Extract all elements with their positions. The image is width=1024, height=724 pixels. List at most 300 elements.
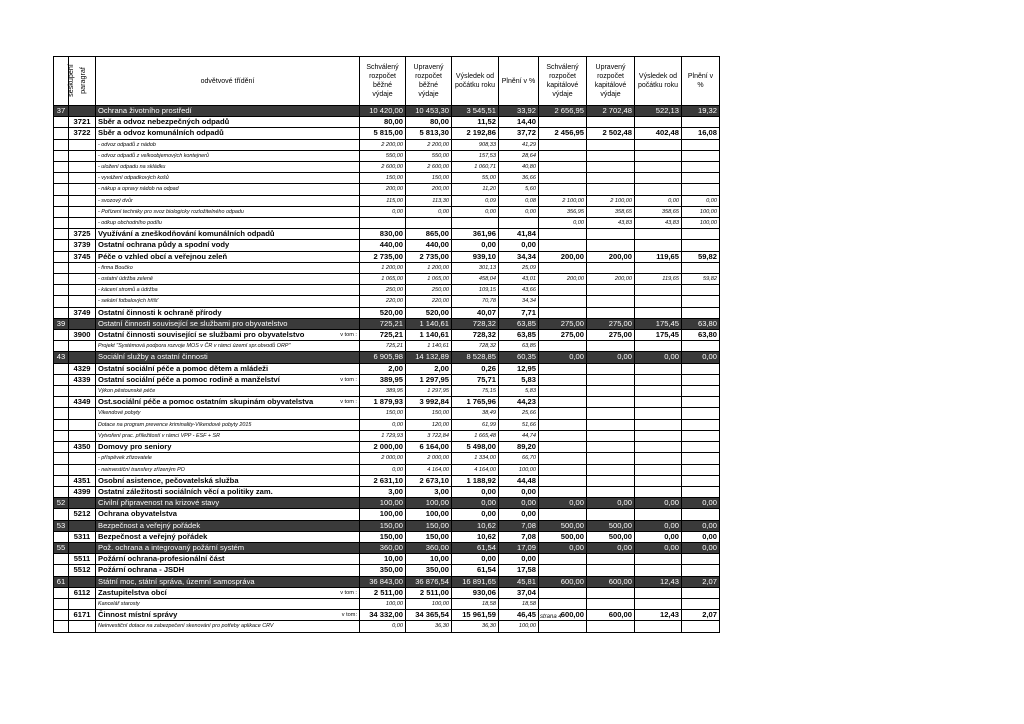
value-cell-8: 59,82 bbox=[682, 274, 720, 285]
value-cell-4: 5,60 bbox=[499, 184, 539, 195]
detail-row bbox=[54, 162, 720, 173]
value-cell-6 bbox=[587, 442, 635, 453]
name-text: Dotace na program prevence kriminality-Víkendové pobyty 2015 bbox=[98, 421, 252, 428]
value-cell-3: 0,00 bbox=[452, 498, 499, 509]
value-cell-7 bbox=[635, 598, 682, 609]
value-cell-1: 100,00 bbox=[360, 509, 406, 520]
value-cell-1: 2 200,00 bbox=[360, 139, 406, 150]
paragraf-cell bbox=[69, 162, 96, 173]
value-cell-5: 275,00 bbox=[539, 330, 587, 341]
seskupeni-cell bbox=[54, 307, 69, 318]
value-cell-7 bbox=[635, 565, 682, 576]
value-cell-5 bbox=[539, 229, 587, 240]
name-cell bbox=[96, 206, 360, 217]
value-cell-4: 7,71 bbox=[499, 307, 539, 318]
value-cell-7: 175,45 bbox=[635, 318, 682, 329]
value-cell-2: 6 164,00 bbox=[406, 442, 452, 453]
detail-row bbox=[54, 453, 720, 464]
value-cell-1: 0,00 bbox=[360, 464, 406, 475]
value-cell-4: 0,00 bbox=[499, 486, 539, 497]
paragraf-cell: 6171 bbox=[69, 610, 96, 621]
value-cell-2: 3,00 bbox=[406, 486, 452, 497]
section-row bbox=[54, 542, 720, 553]
value-cell-2: 113,30 bbox=[406, 195, 452, 206]
value-cell-7: 402,48 bbox=[635, 128, 682, 139]
value-cell-1: 2,00 bbox=[360, 363, 406, 374]
value-cell-5 bbox=[539, 307, 587, 318]
value-cell-5: 356,95 bbox=[539, 206, 587, 217]
value-cell-2: 440,00 bbox=[406, 240, 452, 251]
v-tom-label: v tom : bbox=[340, 399, 357, 406]
value-cell-6 bbox=[587, 397, 635, 408]
value-cell-3: 458,04 bbox=[452, 274, 499, 285]
paragraph-row bbox=[54, 554, 720, 565]
value-cell-7 bbox=[635, 587, 682, 598]
value-cell-1: 36 843,00 bbox=[360, 576, 406, 587]
seskupeni-cell bbox=[54, 240, 69, 251]
value-cell-3: 728,32 bbox=[452, 341, 499, 352]
value-cell-7: 119,65 bbox=[635, 274, 682, 285]
value-cell-3: 10,62 bbox=[452, 531, 499, 542]
value-cell-5: 2 656,95 bbox=[539, 106, 587, 117]
paragraf-cell: 3900 bbox=[69, 330, 96, 341]
table-body bbox=[54, 106, 720, 633]
value-cell-2: 150,00 bbox=[406, 531, 452, 542]
paragraph-row bbox=[54, 587, 720, 598]
paragraf-cell bbox=[69, 352, 96, 363]
value-cell-3: 301,13 bbox=[452, 262, 499, 273]
name-text: - firma Boučko bbox=[98, 264, 133, 271]
value-cell-8 bbox=[682, 150, 720, 161]
section-row bbox=[54, 318, 720, 329]
value-cell-7: 175,45 bbox=[635, 330, 682, 341]
value-cell-5 bbox=[539, 397, 587, 408]
name-cell bbox=[96, 565, 360, 576]
value-cell-7 bbox=[635, 486, 682, 497]
value-cell-5: 600,00 bbox=[539, 610, 587, 621]
value-cell-7 bbox=[635, 430, 682, 441]
value-cell-5 bbox=[539, 386, 587, 397]
seskupeni-cell bbox=[54, 117, 69, 128]
value-cell-2: 1 297,95 bbox=[406, 386, 452, 397]
v-tom-label: v tom : bbox=[340, 332, 357, 339]
seskupeni-cell bbox=[54, 195, 69, 206]
value-cell-4: 60,35 bbox=[499, 352, 539, 363]
paragraf-cell bbox=[69, 318, 96, 329]
value-cell-4: 66,70 bbox=[499, 453, 539, 464]
header-odvetvove: odvětvové třídění bbox=[96, 57, 360, 106]
value-cell-3: 1 188,92 bbox=[452, 475, 499, 486]
value-cell-2: 4 164,00 bbox=[406, 464, 452, 475]
name-cell bbox=[96, 274, 360, 285]
name-text: Využívání a zneškodňování komunálních odpadů bbox=[98, 229, 275, 239]
name-cell bbox=[96, 307, 360, 318]
value-cell-7 bbox=[635, 363, 682, 374]
paragraf-cell: 4351 bbox=[69, 475, 96, 486]
paragraf-cell: 5212 bbox=[69, 509, 96, 520]
name-cell bbox=[96, 218, 360, 229]
value-cell-2: 350,00 bbox=[406, 565, 452, 576]
value-cell-7: 0,00 bbox=[635, 352, 682, 363]
value-cell-2: 2 600,00 bbox=[406, 162, 452, 173]
name-text: Ost.sociální péče a pomoc ostatním skupinám obyvatelstva bbox=[98, 397, 314, 407]
name-text: - nákup a opravy nádob na odpad bbox=[98, 186, 179, 193]
value-cell-1: 350,00 bbox=[360, 565, 406, 576]
value-cell-3: 38,49 bbox=[452, 408, 499, 419]
value-cell-7: 119,65 bbox=[635, 251, 682, 262]
paragraph-row bbox=[54, 374, 720, 385]
header-c3: Výsledek od počátku roku bbox=[452, 57, 499, 106]
seskupeni-cell bbox=[54, 386, 69, 397]
paragraph-row bbox=[54, 610, 720, 621]
header-c1: Schválený rozpočet běžné výdaje bbox=[360, 57, 406, 106]
name-cell bbox=[96, 542, 360, 553]
paragraf-cell bbox=[69, 419, 96, 430]
value-cell-1: 2 735,00 bbox=[360, 251, 406, 262]
section-row bbox=[54, 498, 720, 509]
value-cell-3: 0,26 bbox=[452, 363, 499, 374]
name-cell bbox=[96, 162, 360, 173]
name-text: Ostatní sociální péče a pomoc dětem a mládeži bbox=[98, 363, 269, 373]
value-cell-6 bbox=[587, 341, 635, 352]
paragraf-cell bbox=[69, 386, 96, 397]
value-cell-5: 0,00 bbox=[539, 542, 587, 553]
value-cell-8 bbox=[682, 341, 720, 352]
value-cell-8 bbox=[682, 184, 720, 195]
name-text: - odvoz odpadů z velkoobjemových kontejnerů bbox=[98, 152, 209, 159]
value-cell-7 bbox=[635, 341, 682, 352]
value-cell-8 bbox=[682, 464, 720, 475]
value-cell-1: 0,00 bbox=[360, 419, 406, 430]
paragraph-row bbox=[54, 240, 720, 251]
value-cell-6 bbox=[587, 419, 635, 430]
value-cell-2: 1 140,61 bbox=[406, 318, 452, 329]
detail-row bbox=[54, 262, 720, 273]
value-cell-8 bbox=[682, 307, 720, 318]
value-cell-5: 200,00 bbox=[539, 274, 587, 285]
value-cell-5: 200,00 bbox=[539, 251, 587, 262]
name-cell bbox=[96, 453, 360, 464]
value-cell-4: 40,80 bbox=[499, 162, 539, 173]
value-cell-1: 0,00 bbox=[360, 206, 406, 217]
value-cell-6 bbox=[587, 285, 635, 296]
seskupeni-cell bbox=[54, 274, 69, 285]
value-cell-5 bbox=[539, 184, 587, 195]
value-cell-1: 250,00 bbox=[360, 285, 406, 296]
value-cell-8 bbox=[682, 229, 720, 240]
paragraf-cell bbox=[69, 430, 96, 441]
seskupeni-cell bbox=[54, 587, 69, 598]
paragraph-row bbox=[54, 229, 720, 240]
value-cell-8: 0,00 bbox=[682, 352, 720, 363]
detail-row bbox=[54, 430, 720, 441]
name-text: Pož. ochrana a integrovaný požární systém bbox=[98, 542, 245, 552]
value-cell-2: 10 453,30 bbox=[406, 106, 452, 117]
value-cell-4: 25,09 bbox=[499, 262, 539, 273]
value-cell-5 bbox=[539, 430, 587, 441]
name-cell bbox=[96, 554, 360, 565]
value-cell-3 bbox=[452, 218, 499, 229]
value-cell-7: 0,00 bbox=[635, 542, 682, 553]
paragraf-cell bbox=[69, 296, 96, 307]
value-cell-7: 0,00 bbox=[635, 520, 682, 531]
value-cell-8 bbox=[682, 621, 720, 632]
value-cell-6: 2 502,48 bbox=[587, 128, 635, 139]
name-cell bbox=[96, 128, 360, 139]
name-text: - ostatní údržba zeleně bbox=[98, 276, 153, 283]
value-cell-1: 389,95 bbox=[360, 374, 406, 385]
value-cell-6 bbox=[587, 139, 635, 150]
name-text: - vyvážení odpadkových košů bbox=[98, 175, 169, 182]
detail-row bbox=[54, 150, 720, 161]
value-cell-2: 100,00 bbox=[406, 498, 452, 509]
name-text: Požární ochrana - JSDH bbox=[98, 565, 185, 575]
paragraph-row bbox=[54, 128, 720, 139]
value-cell-5 bbox=[539, 554, 587, 565]
value-cell-1: 2 631,10 bbox=[360, 475, 406, 486]
value-cell-2: 360,00 bbox=[406, 542, 452, 553]
name-cell bbox=[96, 576, 360, 587]
paragraf-cell bbox=[69, 173, 96, 184]
detail-row bbox=[54, 173, 720, 184]
value-cell-4: 51,66 bbox=[499, 419, 539, 430]
value-cell-7 bbox=[635, 139, 682, 150]
value-cell-1: 1 065,00 bbox=[360, 274, 406, 285]
value-cell-4: 5,83 bbox=[499, 374, 539, 385]
value-cell-3: 18,58 bbox=[452, 598, 499, 609]
value-cell-5 bbox=[539, 285, 587, 296]
value-cell-4: 100,00 bbox=[499, 621, 539, 632]
value-cell-7: 43,83 bbox=[635, 218, 682, 229]
value-cell-2: 2 673,10 bbox=[406, 475, 452, 486]
value-cell-2: 120,00 bbox=[406, 419, 452, 430]
value-cell-2: 220,00 bbox=[406, 296, 452, 307]
value-cell-1: 100,00 bbox=[360, 598, 406, 609]
value-cell-4: 17,09 bbox=[499, 542, 539, 553]
section-row bbox=[54, 520, 720, 531]
seskupeni-cell: 37 bbox=[54, 106, 69, 117]
value-cell-5 bbox=[539, 419, 587, 430]
value-cell-4: 0,00 bbox=[499, 240, 539, 251]
value-cell-3: 3 545,51 bbox=[452, 106, 499, 117]
value-cell-4: 34,34 bbox=[499, 296, 539, 307]
value-cell-1: 1 200,00 bbox=[360, 262, 406, 273]
value-cell-6 bbox=[587, 262, 635, 273]
detail-row bbox=[54, 206, 720, 217]
value-cell-1: 150,00 bbox=[360, 173, 406, 184]
value-cell-4: 14,40 bbox=[499, 117, 539, 128]
value-cell-3: 939,10 bbox=[452, 251, 499, 262]
value-cell-6 bbox=[587, 408, 635, 419]
value-cell-7 bbox=[635, 285, 682, 296]
paragraf-cell: 4329 bbox=[69, 363, 96, 374]
value-cell-6: 600,00 bbox=[587, 576, 635, 587]
value-cell-4: 7,08 bbox=[499, 520, 539, 531]
name-cell bbox=[96, 106, 360, 117]
value-cell-7 bbox=[635, 296, 682, 307]
value-cell-1: 200,00 bbox=[360, 184, 406, 195]
value-cell-8 bbox=[682, 475, 720, 486]
value-cell-2: 34 365,54 bbox=[406, 610, 452, 621]
name-cell bbox=[96, 374, 360, 385]
value-cell-5 bbox=[539, 565, 587, 576]
value-cell-5: 2 456,95 bbox=[539, 128, 587, 139]
name-cell bbox=[96, 184, 360, 195]
value-cell-3: 11,52 bbox=[452, 117, 499, 128]
name-cell bbox=[96, 285, 360, 296]
value-cell-6: 43,83 bbox=[587, 218, 635, 229]
header-c6: Upravený rozpočet kapitálové výdaje bbox=[587, 57, 635, 106]
value-cell-6 bbox=[587, 464, 635, 475]
detail-row bbox=[54, 598, 720, 609]
value-cell-4: 46,45 bbox=[499, 610, 539, 621]
name-text: Bezpečnost a veřejný pořádek bbox=[98, 531, 208, 541]
value-cell-3: 0,00 bbox=[452, 554, 499, 565]
seskupeni-cell bbox=[54, 408, 69, 419]
detail-row bbox=[54, 195, 720, 206]
seskupeni-cell bbox=[54, 162, 69, 173]
value-cell-8 bbox=[682, 117, 720, 128]
value-cell-3: 930,06 bbox=[452, 587, 499, 598]
name-text: Požární ochrana-profesionální část bbox=[98, 554, 225, 564]
value-cell-6 bbox=[587, 162, 635, 173]
value-cell-1: 2 600,00 bbox=[360, 162, 406, 173]
seskupeni-cell bbox=[54, 565, 69, 576]
value-cell-8 bbox=[682, 430, 720, 441]
value-cell-8: 63,80 bbox=[682, 330, 720, 341]
value-cell-8 bbox=[682, 587, 720, 598]
paragraf-cell: 5512 bbox=[69, 565, 96, 576]
value-cell-3: 109,15 bbox=[452, 285, 499, 296]
name-cell bbox=[96, 352, 360, 363]
paragraf-cell bbox=[69, 274, 96, 285]
value-cell-7: 0,00 bbox=[635, 531, 682, 542]
budget-table bbox=[53, 56, 720, 633]
value-cell-4: 44,48 bbox=[499, 475, 539, 486]
value-cell-2: 10,00 bbox=[406, 554, 452, 565]
value-cell-7 bbox=[635, 453, 682, 464]
value-cell-5 bbox=[539, 139, 587, 150]
value-cell-7 bbox=[635, 419, 682, 430]
value-cell-5 bbox=[539, 475, 587, 486]
name-cell bbox=[96, 240, 360, 251]
value-cell-1: 10,00 bbox=[360, 554, 406, 565]
seskupeni-cell bbox=[54, 341, 69, 352]
value-cell-6: 275,00 bbox=[587, 330, 635, 341]
detail-row bbox=[54, 621, 720, 632]
value-cell-7 bbox=[635, 554, 682, 565]
detail-row bbox=[54, 274, 720, 285]
value-cell-1: 5 815,00 bbox=[360, 128, 406, 139]
header-c8: Plnění v % bbox=[682, 57, 720, 106]
value-cell-5 bbox=[539, 374, 587, 385]
value-cell-5 bbox=[539, 464, 587, 475]
name-text: Státní moc, státní správa, územní samospráva bbox=[98, 576, 255, 586]
paragraf-cell bbox=[69, 520, 96, 531]
value-cell-6 bbox=[587, 475, 635, 486]
paragraf-cell bbox=[69, 195, 96, 206]
value-cell-2: 1 297,95 bbox=[406, 374, 452, 385]
value-cell-6 bbox=[587, 430, 635, 441]
name-text: Vytvoření prac. příležitostí v rámci VPP - ESF + SR bbox=[98, 432, 220, 439]
name-cell bbox=[96, 598, 360, 609]
value-cell-8: 0,00 bbox=[682, 531, 720, 542]
name-cell bbox=[96, 173, 360, 184]
value-cell-7 bbox=[635, 117, 682, 128]
detail-row bbox=[54, 408, 720, 419]
seskupeni-cell bbox=[54, 430, 69, 441]
paragraf-cell: 3725 bbox=[69, 229, 96, 240]
header-c4: Plnění v % bbox=[499, 57, 539, 106]
value-cell-3: 908,33 bbox=[452, 139, 499, 150]
value-cell-4: 43,66 bbox=[499, 285, 539, 296]
value-cell-7 bbox=[635, 621, 682, 632]
value-cell-3: 0,00 bbox=[452, 240, 499, 251]
value-cell-6: 275,00 bbox=[587, 318, 635, 329]
value-cell-2: 2 735,00 bbox=[406, 251, 452, 262]
seskupeni-cell bbox=[54, 363, 69, 374]
paragraf-cell bbox=[69, 285, 96, 296]
name-cell bbox=[96, 229, 360, 240]
paragraf-cell: 3739 bbox=[69, 240, 96, 251]
value-cell-4: 18,58 bbox=[499, 598, 539, 609]
paragraf-cell: 3722 bbox=[69, 128, 96, 139]
name-cell bbox=[96, 610, 360, 621]
value-cell-6: 600,00 bbox=[587, 610, 635, 621]
header-seskupeni: seskupení bbox=[54, 57, 69, 106]
header-c7: Výsledek od počátku roku bbox=[635, 57, 682, 106]
name-text: Zastupitelstva obcí bbox=[98, 587, 167, 597]
value-cell-3: 1 334,00 bbox=[452, 453, 499, 464]
detail-row bbox=[54, 218, 720, 229]
value-cell-4: 34,34 bbox=[499, 251, 539, 262]
value-cell-6: 0,00 bbox=[587, 542, 635, 553]
value-cell-1: 550,00 bbox=[360, 150, 406, 161]
value-cell-3: 728,32 bbox=[452, 330, 499, 341]
section-row bbox=[54, 352, 720, 363]
name-cell bbox=[96, 509, 360, 520]
seskupeni-cell: 61 bbox=[54, 576, 69, 587]
value-cell-4: 37,04 bbox=[499, 587, 539, 598]
value-cell-4: 44,74 bbox=[499, 430, 539, 441]
value-cell-6 bbox=[587, 565, 635, 576]
value-cell-5: 0,00 bbox=[539, 352, 587, 363]
paragraph-row bbox=[54, 565, 720, 576]
value-cell-2: 200,00 bbox=[406, 184, 452, 195]
seskupeni-cell: 39 bbox=[54, 318, 69, 329]
value-cell-2: 3 992,84 bbox=[406, 397, 452, 408]
detail-row bbox=[54, 341, 720, 352]
paragraf-cell bbox=[69, 598, 96, 609]
seskupeni-cell bbox=[54, 453, 69, 464]
name-text: Činnost místní správy bbox=[98, 610, 178, 620]
paragraph-row bbox=[54, 363, 720, 374]
value-cell-6 bbox=[587, 621, 635, 632]
value-cell-1: 2 000,00 bbox=[360, 442, 406, 453]
seskupeni-cell bbox=[54, 229, 69, 240]
value-cell-1: 1 879,93 bbox=[360, 397, 406, 408]
value-cell-8 bbox=[682, 509, 720, 520]
paragraph-row bbox=[54, 475, 720, 486]
paragraf-cell bbox=[69, 150, 96, 161]
value-cell-6 bbox=[587, 554, 635, 565]
seskupeni-cell: 43 bbox=[54, 352, 69, 363]
value-cell-6 bbox=[587, 509, 635, 520]
value-cell-8 bbox=[682, 598, 720, 609]
value-cell-4: 0,08 bbox=[499, 195, 539, 206]
value-cell-1: 34 332,00 bbox=[360, 610, 406, 621]
value-cell-4: 0,00 bbox=[499, 498, 539, 509]
